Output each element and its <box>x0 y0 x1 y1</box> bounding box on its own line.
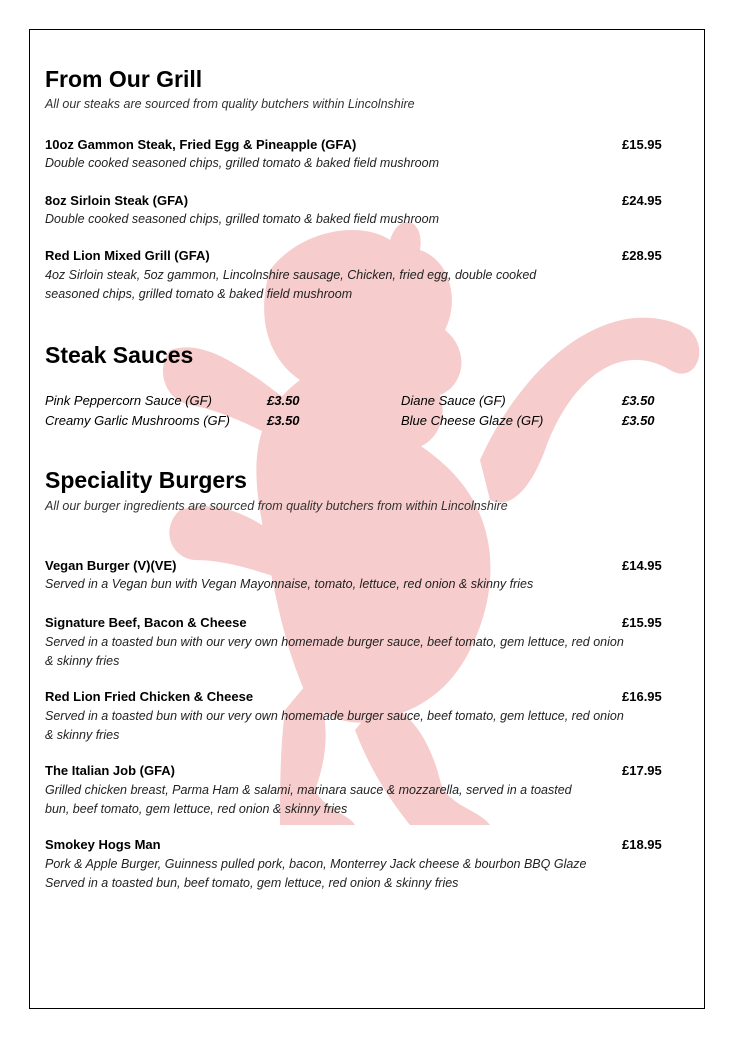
menu-item-price: £28.95 <box>622 248 662 263</box>
menu-item-description-line: Pork & Apple Burger, Guinness pulled pork, bacon, Monterrey Jack cheese & bourbon BBQ Glaze <box>45 857 587 871</box>
menu-item-name: Smokey Hogs Man <box>45 837 161 852</box>
menu-item-price: £14.95 <box>622 558 662 573</box>
menu-item-name: The Italian Job (GFA) <box>45 763 176 778</box>
menu-item-name: Vegan Burger (V)(VE) <box>45 558 177 573</box>
sauce-name: Creamy Garlic Mushrooms (GF) <box>45 413 230 428</box>
burgers-section-title: Speciality Burgers <box>45 467 247 493</box>
sauce-price: £3.50 <box>622 393 655 408</box>
menu-item-name: Red Lion Fried Chicken & Cheese <box>45 689 254 704</box>
menu-item-description: Served in a Vegan bun with Vegan Mayonnaise, tomato, lettuce, red onion & skinny fries <box>45 577 534 591</box>
menu-item-name: Signature Beef, Bacon & Cheese <box>45 615 247 630</box>
menu-item-description: Double cooked seasoned chips, grilled tomato & baked field mushroom <box>45 156 439 170</box>
menu-item-description: Served in a toasted bun with our very own homemade burger sauce, beef tomato, gem lettuce, red onion & skinny fries <box>45 709 624 742</box>
grill-section-title: From Our Grill <box>45 66 203 92</box>
sauce-price: £3.50 <box>622 413 655 428</box>
sauces-section-title: Steak Sauces <box>45 342 194 368</box>
menu-item-price: £16.95 <box>622 689 662 704</box>
menu-item-name: 8oz Sirloin Steak (GFA) <box>45 193 189 208</box>
menu-item-price: £18.95 <box>622 837 662 852</box>
menu-item-description: Grilled chicken breast, Parma Ham & salami, marinara sauce & mozzarella, served in a toasted bun, beef tomato, gem lettuce, red onion & skinny fries <box>45 783 572 816</box>
menu-item-description: Double cooked seasoned chips, grilled tomato & baked field mushroom <box>45 212 439 226</box>
burgers-section-subtitle: All our burger ingredients are sourced from quality butchers from within Lincolnshire <box>45 499 508 513</box>
sauce-name: Pink Peppercorn Sauce (GF) <box>45 393 212 408</box>
menu-item-price: £15.95 <box>622 137 662 152</box>
sauce-price: £3.50 <box>267 393 300 408</box>
menu-item-name: 10oz Gammon Steak, Fried Egg & Pineapple (GFA) <box>45 137 357 152</box>
menu-item-description: 4oz Sirloin steak, 5oz gammon, Lincolnshire sausage, Chicken, fried egg, double cooked seasoned chips, grilled tomato & baked field mushroom <box>45 268 537 301</box>
menu-item-description-line: Served in a toasted bun, beef tomato, gem lettuce, red onion & skinny fries <box>45 876 459 890</box>
sauce-price: £3.50 <box>267 413 300 428</box>
menu-item-price: £17.95 <box>622 763 662 778</box>
menu-item-price: £24.95 <box>622 193 662 208</box>
menu-item-description: Served in a toasted bun with our very own homemade burger sauce, beef tomato, gem lettuce, red onion & skinny fries <box>45 635 624 668</box>
sauce-name: Diane Sauce (GF) <box>401 393 506 408</box>
grill-section-subtitle: All our steaks are sourced from quality butchers within Lincolnshire <box>45 97 415 111</box>
menu-item-name: Red Lion Mixed Grill (GFA) <box>45 248 210 263</box>
sauce-name: Blue Cheese Glaze (GF) <box>401 413 544 428</box>
menu-item-price: £15.95 <box>622 615 662 630</box>
